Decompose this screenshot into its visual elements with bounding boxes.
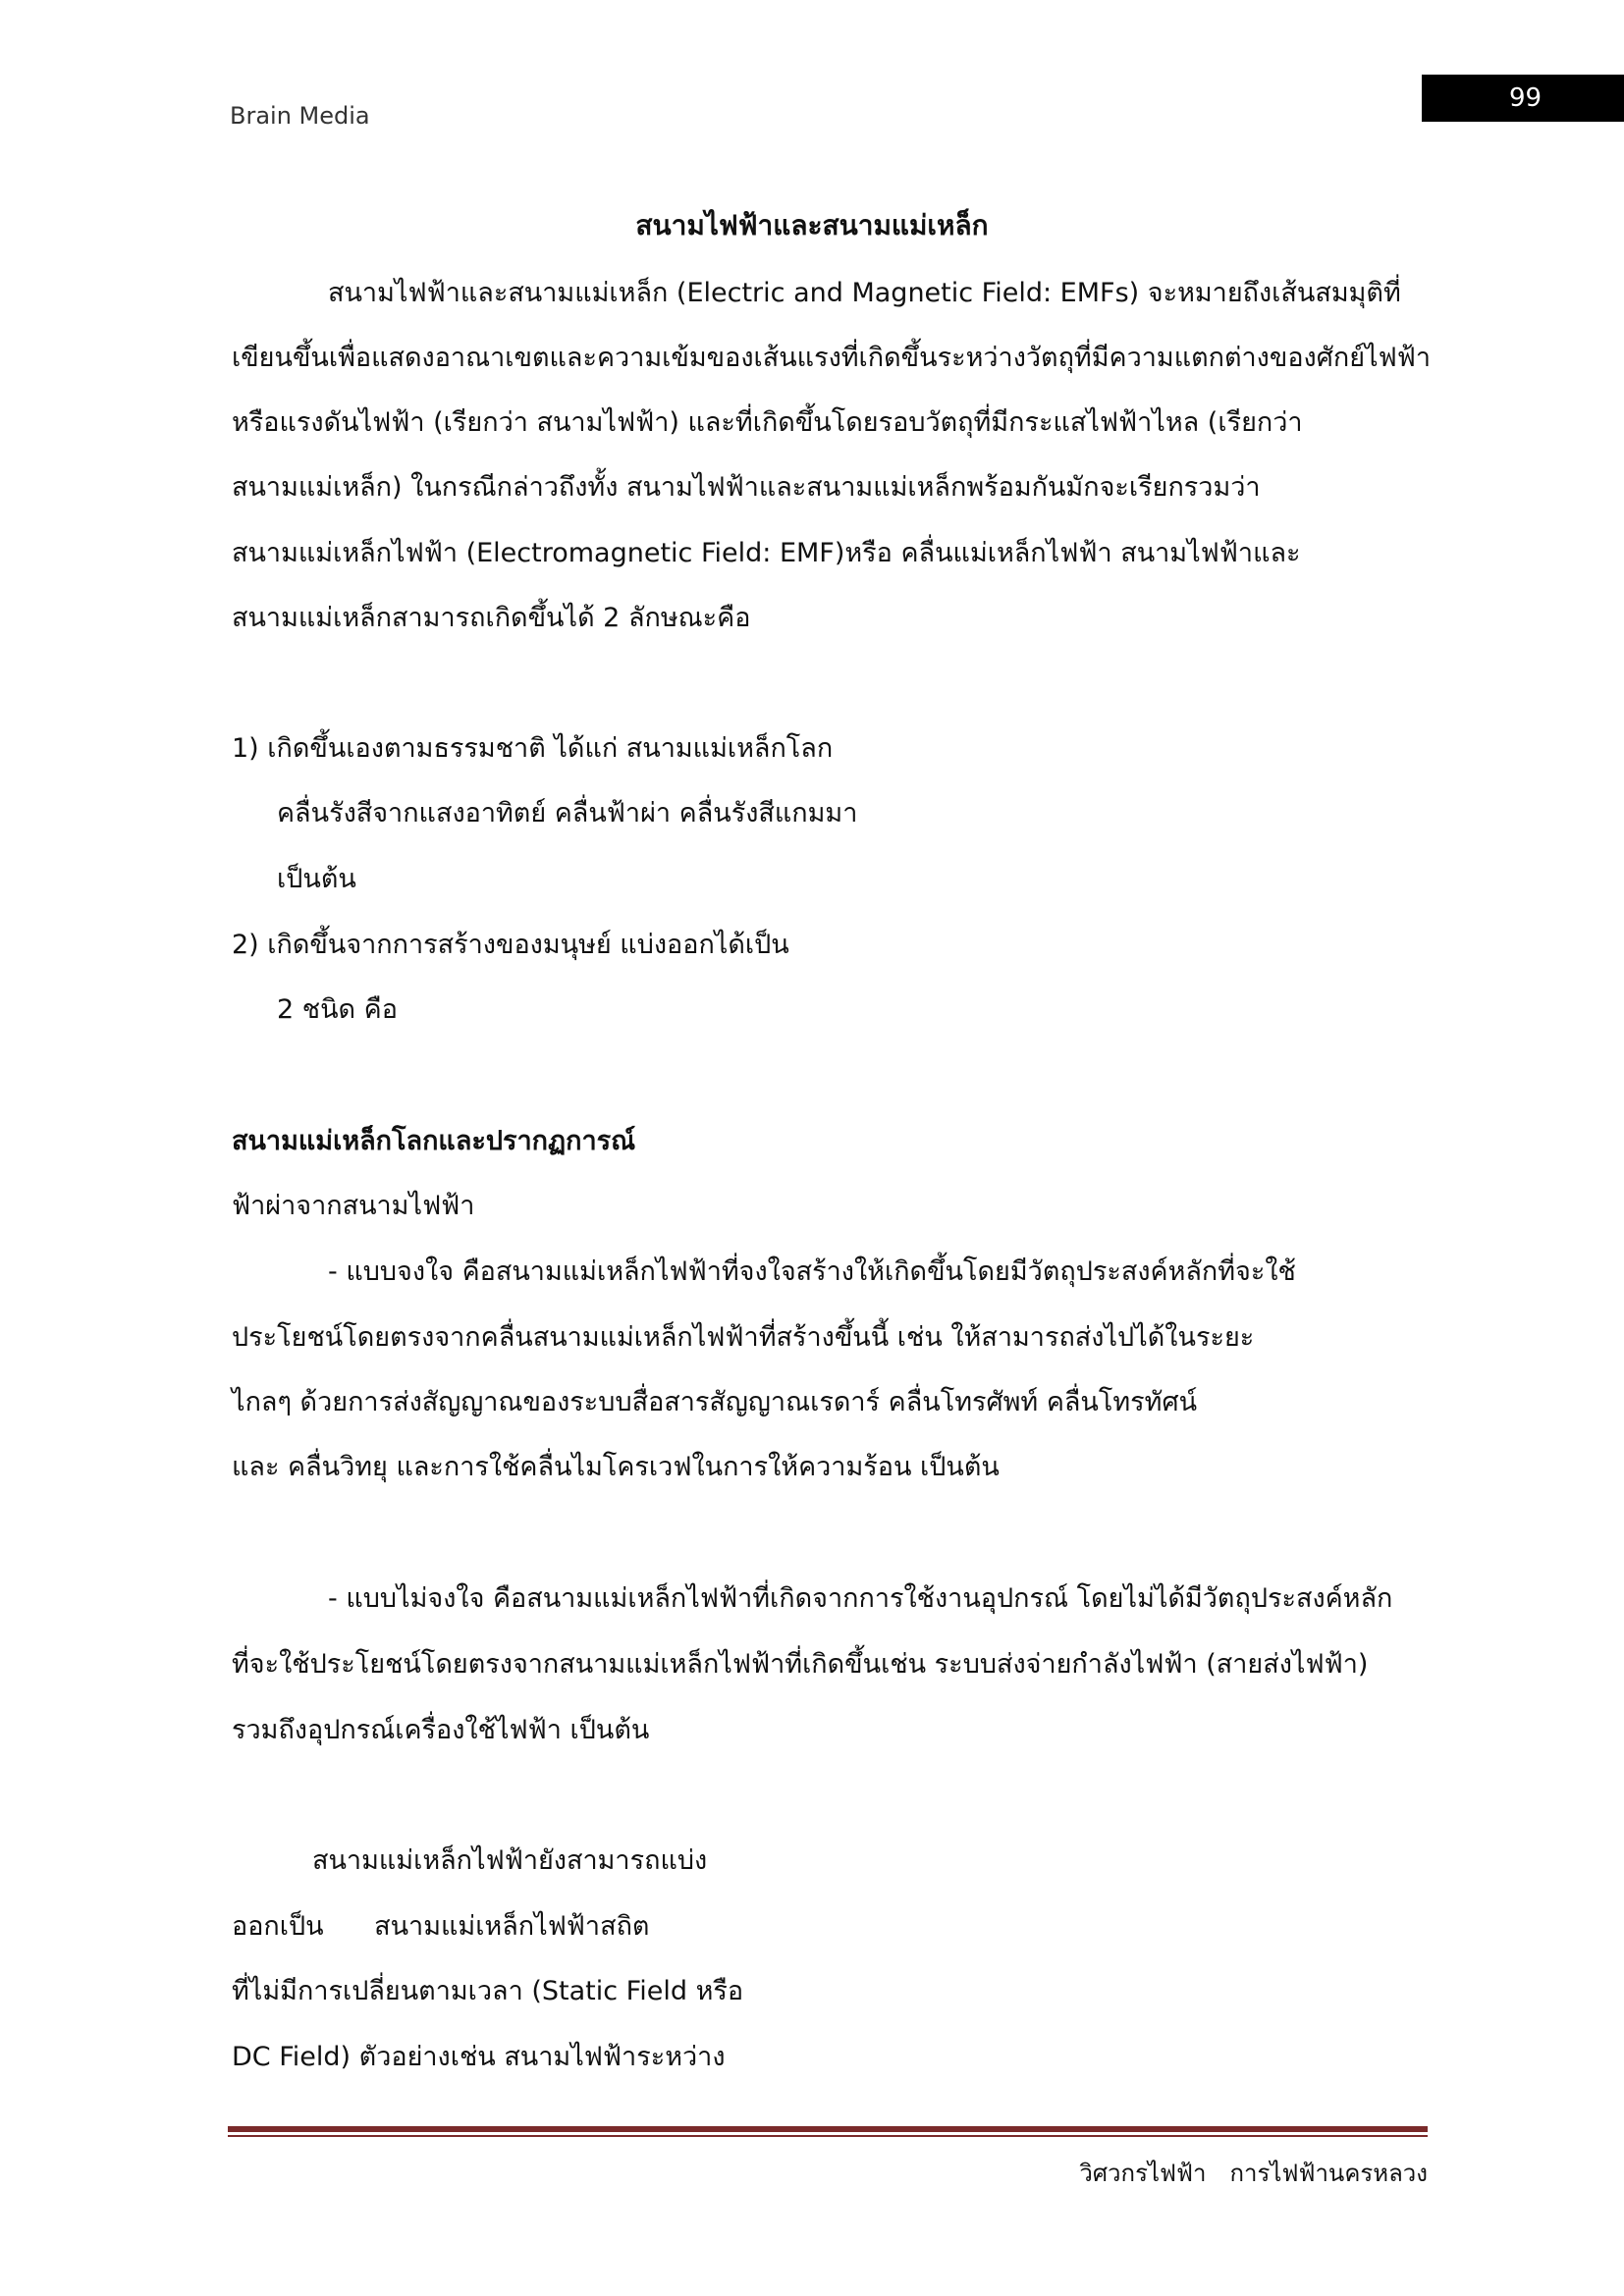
unintentional-line: ที่จะใช้ประโยชน์โดยตรงจากสนามแม่เหล็กไฟฟ้าที่เกิดขึ้นเช่น ระบบส่งจ่ายกำลังไฟฟ้า (สายส่งไฟฟ้า) <box>232 1649 1369 1680</box>
section-subline: ฟ้าผ่าจากสนามไฟฟ้า <box>232 1191 475 1221</box>
footer-left: วิศวกรไฟฟ้า <box>1079 2160 1207 2187</box>
list-item: 1) เกิดขึ้นเองตามธรรมชาติ ได้แก่ สนามแม่เหล็กโลก <box>232 733 834 764</box>
intentional-line: และ คลื่นวิทยุ และการใช้คลื่นไมโครเวฟในการให้ความร้อน เป็นต้น <box>232 1452 1000 1482</box>
section-heading: สนามแม่เหล็กโลกและปรากฏการณ์ <box>232 1126 636 1156</box>
list-item: คลื่นรังสีจากแสงอาทิตย์ คลื่นฟ้าผ่า คลื่นรังสีแกมมา <box>277 798 858 828</box>
closing-line: ออกเป็น สนามแม่เหล็กไฟฟ้าสถิต <box>232 1911 650 1942</box>
intro-line: เขียนขึ้นเพื่อแสดงอาณาเขตและความเข้มของเส้นแรงที่เกิดขึ้นระหว่างวัตถุที่มีความแตกต่างของศักย์ไฟฟ้า <box>232 343 1431 373</box>
intro-line: สนามไฟฟ้าและสนามแม่เหล็ก (Electric and Magnetic Field: EMFs) จะหมายถึงเส้นสมมุติที่ <box>328 278 1401 308</box>
list-item: 2 ชนิด คือ <box>277 994 398 1025</box>
footer-right: การไฟฟ้านครหลวง <box>1229 2160 1428 2187</box>
list-item: เป็นต้น <box>277 864 356 894</box>
intro-line: สนามแม่เหล็กไฟฟ้า (Electromagnetic Field: EMF)หรือ คลื่นแม่เหล็กไฟฟ้า สนามไฟฟ้าและ <box>232 538 1301 568</box>
intentional-line: ประโยชน์โดยตรงจากคลื่นสนามแม่เหล็กไฟฟ้าที่สร้างขึ้นนี้ เช่น ให้สามารถส่งไปได้ในระยะ <box>232 1322 1255 1353</box>
intentional-line: - แบบจงใจ คือสนามแม่เหล็กไฟฟ้าที่จงใจสร้างให้เกิดขึ้นโดยมีวัตถุประสงค์หลักที่จะใช้ <box>328 1256 1296 1287</box>
footer-rule-thick <box>228 2126 1428 2132</box>
intro-line: หรือแรงดันไฟฟ้า (เรียกว่า สนามไฟฟ้า) และที่เกิดขึ้นโดยรอบวัตถุที่มีกระแสไฟฟ้าไหล (เรียกว่า <box>232 407 1303 438</box>
page-number: 99 <box>1422 75 1624 122</box>
intro-line: สนามแม่เหล็กสามารถเกิดขึ้นได้ 2 ลักษณะคือ <box>232 603 751 633</box>
brand-name: Brain Media <box>230 102 370 130</box>
list-item: 2) เกิดขึ้นจากการสร้างของมนุษย์ แบ่งออกได้เป็น <box>232 930 789 960</box>
page-title: สนามไฟฟ้าและสนามแม่เหล็ก <box>635 209 989 241</box>
intentional-line: ไกลๆ ด้วยการส่งสัญญาณของระบบสื่อสารสัญญาณเรดาร์ คลื่นโทรศัพท์ คลื่นโทรทัศน์ <box>232 1387 1198 1417</box>
closing-line: ที่ไม่มีการเปลี่ยนตามเวลา (Static Field หรือ <box>232 1976 744 2006</box>
intro-line: สนามแม่เหล็ก) ในกรณีกล่าวถึงทั้ง สนามไฟฟ้าและสนามแม่เหล็กพร้อมกันมักจะเรียกรวมว่า <box>232 472 1261 503</box>
unintentional-line: - แบบไม่จงใจ คือสนามแม่เหล็กไฟฟ้าที่เกิดจากการใช้งานอุปกรณ์ โดยไม่ได้มีวัตถุประสงค์หลัก <box>328 1583 1393 1614</box>
unintentional-line: รวมถึงอุปกรณ์เครื่องใช้ไฟฟ้า เป็นต้น <box>232 1715 650 1745</box>
footer-text <box>1079 2154 1428 2192</box>
closing-line: DC Field) ตัวอย่างเช่น สนามไฟฟ้าระหว่าง <box>232 2042 726 2072</box>
closing-line: สนามแม่เหล็กไฟฟ้ายังสามารถแบ่ง <box>312 1845 708 1876</box>
footer-rule-thin <box>228 2135 1428 2137</box>
